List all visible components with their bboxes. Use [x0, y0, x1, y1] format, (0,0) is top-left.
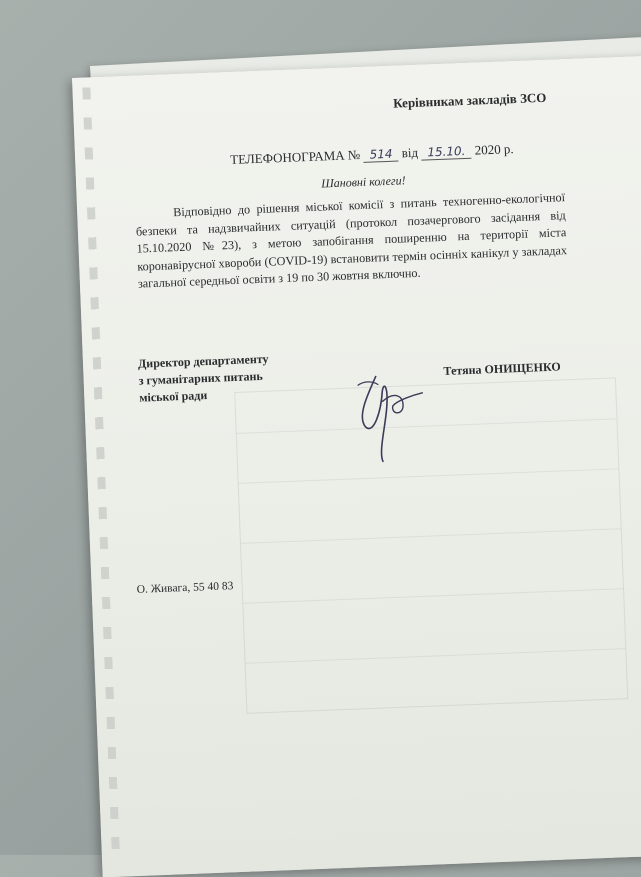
document-sheet: [72, 54, 641, 877]
telephonogram-number: 514: [363, 147, 398, 163]
signatory-position-line1: Директор департаменту: [137, 351, 269, 371]
body-paragraph: Відповідно до рішення міської комісії з питань техногенно-екологічної безпеки та надзвичайних ситуацій (протокол позачергового засідання від 15.10.2020 №23), з метою запобігання поширенню на території міста коронавірусної хвороби (COVID-19) встановити термін осінніх канікул у закладах загальної середньої освіти з 19 по 30 жовтня включно.: [135, 190, 568, 291]
signatory-name: Тетяна ОНИЩЕНКО: [443, 359, 561, 378]
signatory-position: [138, 348, 340, 407]
document-content: [72, 54, 641, 877]
contact-line: О. Живага, 55 40 83: [136, 580, 234, 596]
date-handwritten: 15.10.: [421, 144, 472, 161]
year: 2020 р.: [474, 141, 514, 158]
recipient-line: Керівникам закладів ЗСО: [392, 89, 547, 111]
signatory-position-line3: міської ради: [139, 388, 208, 405]
signatory-position-line2: з гуманітарних питань: [138, 368, 263, 388]
salutation: Шановні колеги!: [320, 173, 406, 191]
telephonogram-label: ТЕЛЕФОНОГРАМА №: [229, 146, 361, 167]
handwritten-signature: [345, 355, 429, 468]
telephonogram-heading: [230, 141, 514, 168]
date-prefix: від: [401, 144, 419, 161]
